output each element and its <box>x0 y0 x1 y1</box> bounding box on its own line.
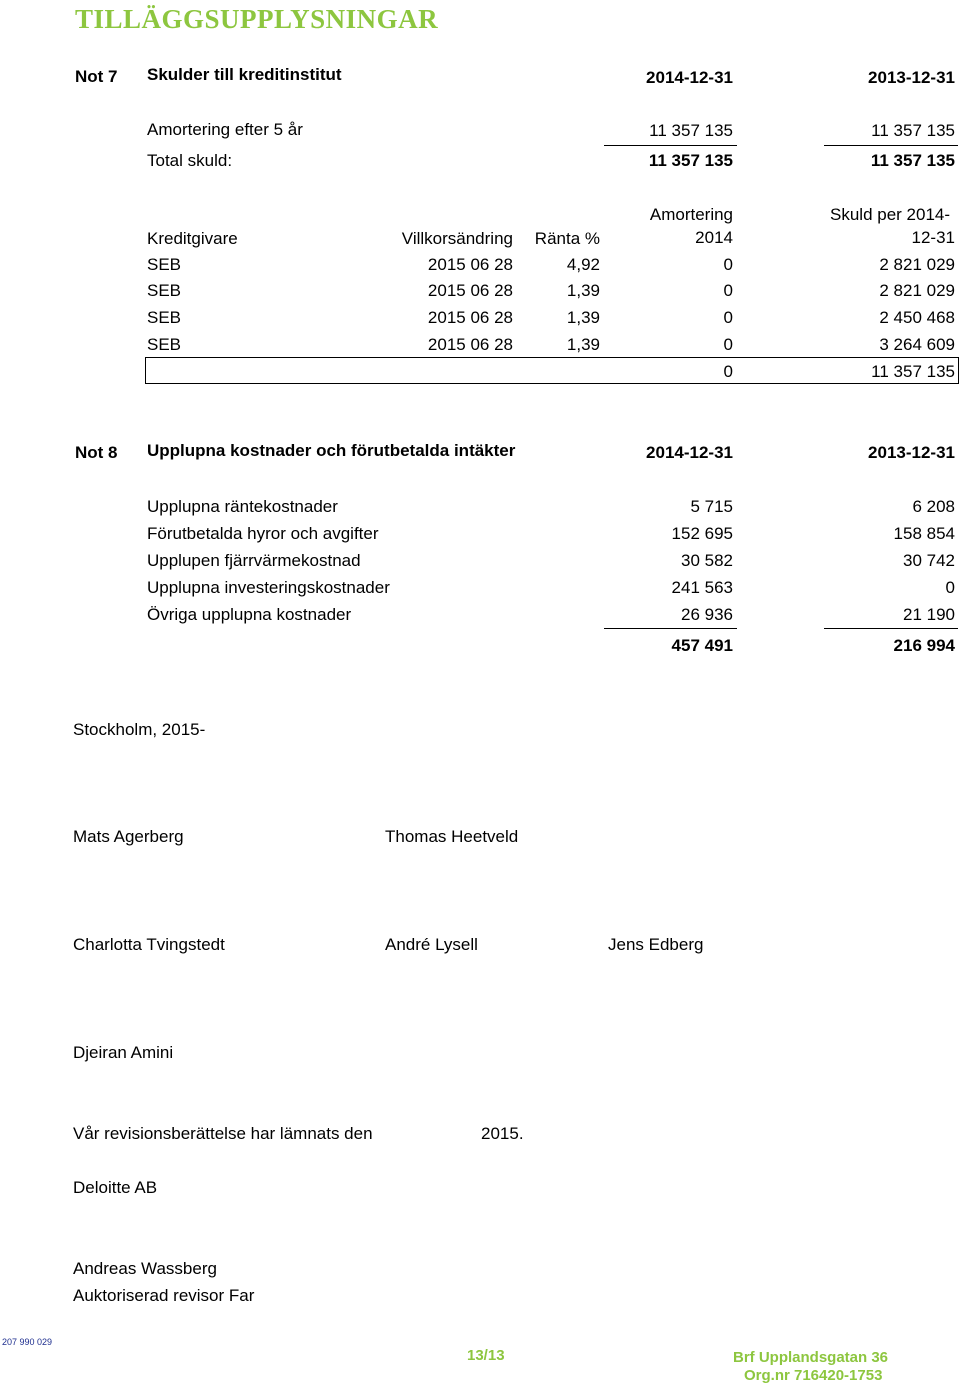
divider <box>824 145 958 146</box>
loan-cell-skuld: 2 821 029 <box>879 281 955 300</box>
note-8-col2-header: 2013-12-31 <box>868 443 955 462</box>
loan-total-skuld: 11 357 135 <box>871 362 955 381</box>
page-number: 13/13 <box>467 1347 505 1364</box>
signatory-name: Thomas Heetveld <box>385 827 519 846</box>
auditor-firm: Deloitte AB <box>73 1178 158 1197</box>
signatory-name: Charlotta Tvingstedt <box>73 935 225 954</box>
revision-year: 2015. <box>481 1124 524 1143</box>
auditor-title: Auktoriserad revisor Far <box>73 1286 255 1305</box>
note-8-heading: Upplupna kostnader och förutbetalda intäkter <box>147 441 516 460</box>
loan-cell-kreditgivare: SEB <box>147 308 182 327</box>
loan-header-skuld-date: 12-31 <box>911 228 955 247</box>
page-title: TILLÄGGSUPPLYSNINGAR <box>75 4 439 34</box>
note-7-col1-header: 2014-12-31 <box>646 68 733 87</box>
place-date: Stockholm, 2015- <box>73 720 206 739</box>
note-8-label: Not 8 <box>75 443 118 462</box>
table-border-left <box>145 357 146 384</box>
table-border-bottom <box>145 383 959 384</box>
loan-cell-ranta: 4,92 <box>566 255 600 274</box>
loan-cell-amort: 0 <box>723 281 733 300</box>
note-8-row-value: 30 742 <box>903 551 955 570</box>
revision-statement: Vår revisionsberättelse har lämnats den <box>73 1124 373 1143</box>
loan-cell-ranta: 1,39 <box>566 308 600 327</box>
divider <box>604 628 737 629</box>
note-7-col2-header: 2013-12-31 <box>868 68 955 87</box>
loan-cell-skuld: 3 264 609 <box>879 335 955 354</box>
note-7-row-label: Total skuld: <box>147 151 233 170</box>
loan-header-ranta: Ränta % <box>534 229 600 248</box>
loan-cell-kreditgivare: SEB <box>147 281 182 300</box>
loan-cell-ranta: 1,39 <box>566 335 600 354</box>
note-8-row-value: 6 208 <box>912 497 955 516</box>
note-8-row-label: Upplupna investeringskostnader <box>147 578 390 597</box>
note-8-row-value: 241 563 <box>671 578 733 597</box>
signatory-name: Djeiran Amini <box>73 1043 174 1062</box>
note-8-row-value: 0 <box>945 578 955 597</box>
divider <box>604 145 737 146</box>
loan-cell-ranta: 1,39 <box>566 281 600 300</box>
signatory-name: Jens Edberg <box>608 935 704 954</box>
note-7-label: Not 7 <box>75 67 118 86</box>
loan-header-amortering-year: 2014 <box>695 228 733 247</box>
loan-cell-villkor: 2015 06 28 <box>427 308 513 327</box>
loan-cell-amort: 0 <box>723 255 733 274</box>
note-8-row-value: 21 190 <box>903 605 955 624</box>
divider <box>824 628 958 629</box>
loan-cell-kreditgivare: SEB <box>147 255 182 274</box>
loan-header-skuld: Skuld per 2014- <box>830 205 951 224</box>
loan-cell-villkor: 2015 06 28 <box>427 335 513 354</box>
note-8-row-value: 30 582 <box>681 551 733 570</box>
note-8-row-label: Övriga upplupna kostnader <box>147 605 352 624</box>
note-8-total: 216 994 <box>893 636 955 655</box>
table-border-top <box>145 357 959 358</box>
loan-cell-amort: 0 <box>723 335 733 354</box>
note-7-row-value: 11 357 135 <box>871 121 955 140</box>
loan-total-amort: 0 <box>723 362 733 381</box>
note-7-row-value: 11 357 135 <box>648 151 733 170</box>
org-name: Brf Upplandsgatan 36 <box>733 1349 889 1366</box>
loan-cell-skuld: 2 821 029 <box>879 255 955 274</box>
note-8-row-value: 5 715 <box>690 497 733 516</box>
loan-cell-amort: 0 <box>723 308 733 327</box>
footer-code: 207 990 029 <box>2 1337 53 1347</box>
note-8-row-value: 152 695 <box>671 524 733 543</box>
auditor-name: Andreas Wassberg <box>73 1259 217 1278</box>
note-8-row-value: 26 936 <box>681 605 733 624</box>
note-7-row-label: Amortering efter 5 år <box>147 120 303 139</box>
signatory-name: André Lysell <box>385 935 478 954</box>
loan-cell-skuld: 2 450 468 <box>879 308 955 327</box>
signatory-name: Mats Agerberg <box>73 827 184 846</box>
org-number: Org.nr 716420-1753 <box>744 1367 883 1384</box>
note-8-total: 457 491 <box>671 636 733 655</box>
loan-header-amortering: Amortering <box>649 205 733 224</box>
note-8-row-label: Upplupen fjärrvärmekostnad <box>147 551 361 570</box>
loan-header-kreditgivare: Kreditgivare <box>147 229 238 248</box>
note-7-heading: Skulder till kreditinstitut <box>147 65 342 84</box>
note-7-row-value: 11 357 135 <box>870 151 955 170</box>
note-7-row-value: 11 357 135 <box>649 121 733 140</box>
loan-cell-villkor: 2015 06 28 <box>427 281 513 300</box>
note-8-row-label: Upplupna räntekostnader <box>147 497 338 516</box>
table-border-right <box>958 357 959 384</box>
loan-cell-villkor: 2015 06 28 <box>427 255 513 274</box>
note-8-col1-header: 2014-12-31 <box>646 443 733 462</box>
note-8-row-value: 158 854 <box>893 524 955 543</box>
loan-header-villkor: Villkorsändring <box>401 229 513 248</box>
loan-cell-kreditgivare: SEB <box>147 335 182 354</box>
note-8-row-label: Förutbetalda hyror och avgifter <box>147 524 379 543</box>
